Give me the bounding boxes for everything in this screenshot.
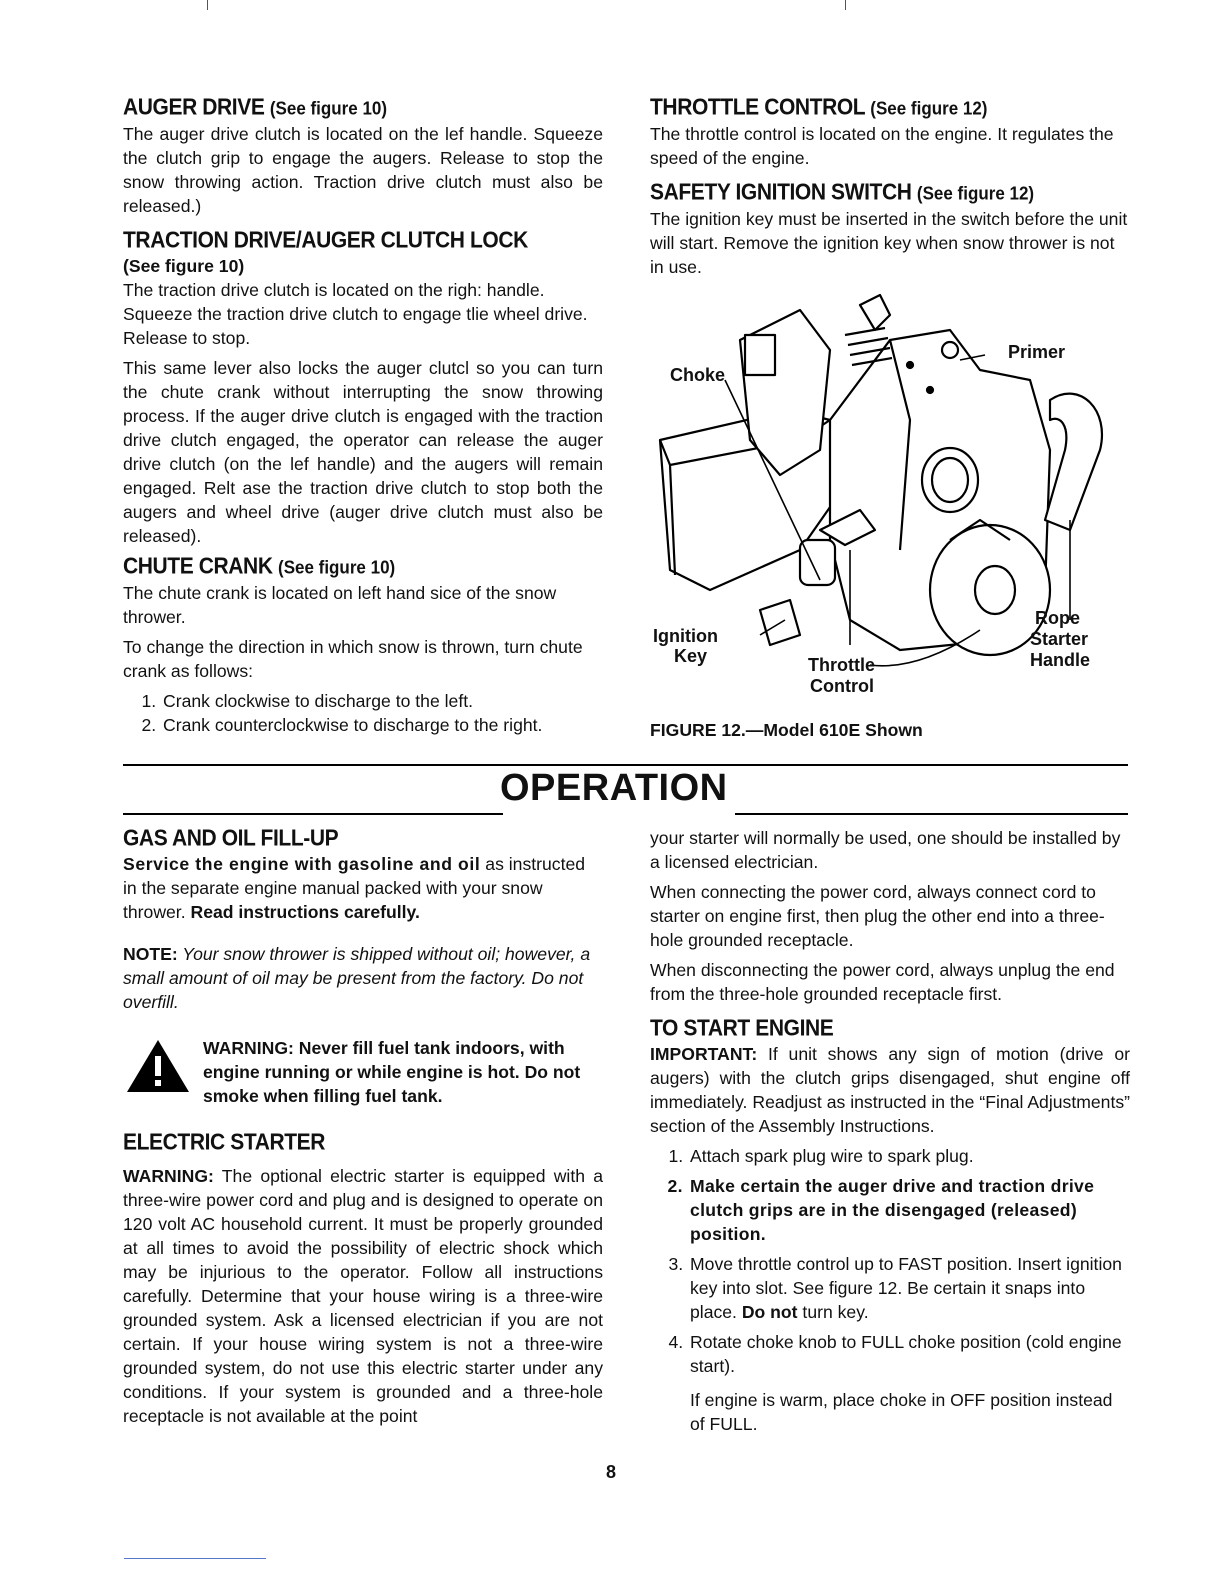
warn-text: The optional electric starter is equipped with a three-wire power cord and plug and is designed to operate on 120 volt AC household current. It must be properly grounded at all times to avoid the possibility of electric shock which may be injurious to the operator. Follow all instructions carefully. Determine that your house wiring is a three-wire grounded system. Ask a licensed electrician if you are not certain. If your house wiring system is not a three-wire grounded system, do not use this electric starter under any conditions. If your system is grounded and a three-hole receptacle is not available at the point xyxy=(123,1166,603,1426)
traction-lock-body1: The traction drive clutch is located on the righ: handle. Squeeze the traction drive clutch to engage tlie wheel drive. Release to stop. xyxy=(123,280,588,348)
warning-text: WARNING: Never fill fuel tank indoors, with engine running or while engine is hot. Do not smoke when filling fuel tank. xyxy=(203,1038,581,1106)
gas-oil-note xyxy=(123,942,603,1014)
traction-lock-ref: (See figure 10) xyxy=(123,256,245,276)
scan-mark xyxy=(207,0,208,10)
chute-crank-body2: To change the direction in which snow is thrown, turn chute crank as follows: xyxy=(123,637,583,681)
scan-mark xyxy=(845,0,846,10)
fuel-warning xyxy=(123,1036,603,1108)
throttle-control-heading xyxy=(650,94,1130,123)
auger-drive-body: The auger drive clutch is located on the lef handle. Squeeze the clutch grip to engage the augers. Release to stop the snow throwing action. Traction drive clutch must also be released.) xyxy=(123,124,603,216)
handle-label: Handle xyxy=(1030,650,1091,670)
warn-label: WARNING: xyxy=(123,1166,214,1186)
page-number: 8 xyxy=(606,1462,617,1482)
important-text xyxy=(650,1042,1130,1138)
control-label: Control xyxy=(810,676,874,696)
electric-starter-heading: ELECTRIC STARTER xyxy=(123,1130,326,1155)
step-bold: Do not xyxy=(741,1302,798,1322)
figure-12-engine-illustration xyxy=(650,290,1120,710)
start-steps xyxy=(650,1144,1130,1436)
disconnecting-text: When disconnecting the power cord, always unplug the end from the three-hole grounded receptacle first. xyxy=(650,960,1115,1004)
note-text: Your snow thrower is shipped without oil; however, a small amount of oil may be present from the factory. Do not overfill. xyxy=(123,944,591,1012)
chute-crank-heading xyxy=(123,553,603,582)
important-body: If unit shows any sign of motion (drive or augers) with the clutch grips disengaged, shut engine off immediately. Readjust as instructed in the “Final Adjustments” section of the Assembly Instructions. xyxy=(650,1044,1130,1136)
figure-ref: (See figure 10) xyxy=(269,98,388,119)
primer-label: Primer xyxy=(1008,342,1066,362)
figure-ref: (See figure 12) xyxy=(916,183,1035,204)
heading-text: AUGER DRIVE xyxy=(123,95,265,120)
lead-text: as instructed in the separate engine manual packed with your snow thrower. xyxy=(123,854,586,922)
start-engine-heading: TO START ENGINE xyxy=(650,1016,834,1041)
ignition-label: Ignition xyxy=(653,626,718,646)
rope-label: Rope xyxy=(1035,608,1080,628)
list-item: 2. Crank counterclockwise to discharge to the right. xyxy=(161,713,603,737)
electric-starter-body xyxy=(123,1164,603,1428)
chute-crank-body1: The chute crank is located on left hand sice of the snow thrower. xyxy=(123,583,557,627)
figure-ref: (See figure 12) xyxy=(870,98,988,119)
figure-caption: FIGURE 12.—Model 610E Shown xyxy=(650,720,923,740)
figure-ref: (See figure 10) xyxy=(278,557,396,578)
throttle-control-body: The throttle control is located on the engine. It regulates the speed of the engine. xyxy=(650,124,1114,168)
lead-bold: Service the engine with gasoline and oil xyxy=(123,854,481,874)
traction-lock-body2: This same lever also locks the auger clutcl so you can turn the chute crank without interrupting the snow throwing process. If the auger drive clutch is engaged with the traction drive clutch engaged, the operator can release the auger drive clutch (on the lef handle) and the augers will remain engaged. Relt ase the traction drive clutch to stop both the augers and wheel drive (auger drive clutch must also be released). xyxy=(123,358,603,546)
safety-ignition-heading xyxy=(650,179,1130,208)
list-item: 2. Make certain the auger drive and traction drive clutch grips are in the disengaged (released) position. xyxy=(688,1174,1130,1246)
heading-text: SAFETY IGNITION SWITCH xyxy=(650,180,912,205)
step-text: turn key. xyxy=(797,1302,869,1322)
auger-drive-heading xyxy=(123,94,603,123)
list-item: 1. Crank clockwise to discharge to the left. xyxy=(161,689,603,713)
bottom-right-column xyxy=(650,826,1130,1436)
choke-label: Choke xyxy=(670,365,726,385)
list-item xyxy=(688,1252,1130,1324)
bottom-left-column xyxy=(123,826,603,1428)
top-left-column xyxy=(123,95,603,737)
starter-continued: your starter will normally be used, one should be installed by a licensed electrician. xyxy=(650,828,1121,872)
section-rule-left xyxy=(123,813,503,815)
heading-text: CHUTE CRANK xyxy=(123,554,273,579)
gas-oil-heading: GAS AND OIL FILL-UP xyxy=(123,826,339,851)
important-label: IMPORTANT: xyxy=(650,1044,758,1064)
gas-oil-body xyxy=(123,852,603,924)
step-text: Rotate choke knob to FULL choke position (cold engine start). xyxy=(690,1332,1122,1376)
heading-text: THROTTLE CONTROL xyxy=(650,95,865,120)
step-note: If engine is warm, place choke in OFF position instead of FULL. xyxy=(690,1390,1113,1434)
traction-lock-heading: TRACTION DRIVE/AUGER CLUTCH LOCK xyxy=(123,228,528,253)
section-title: OPERATION xyxy=(500,767,728,809)
section-rule-right xyxy=(735,813,1128,815)
warning-icon xyxy=(123,1036,203,1108)
list-item: 1. Attach spark plug wire to spark plug. xyxy=(688,1144,1130,1168)
top-right-column xyxy=(650,95,1130,279)
throttle-label: Throttle xyxy=(808,655,875,675)
list-item xyxy=(688,1330,1130,1436)
safety-ignition-body: The ignition key must be inserted in the switch before the unit will start. Remove the ignition key when snow thrower is not in use. xyxy=(650,209,1128,277)
connecting-text: When connecting the power cord, always connect cord to starter on engine first, then plug the other end into a three-hole grounded receptacle. xyxy=(650,882,1105,950)
starter-label: Starter xyxy=(1030,629,1089,649)
key-label: Key xyxy=(674,646,708,666)
note-label: NOTE: xyxy=(123,944,178,964)
footer-line xyxy=(124,1558,266,1559)
chute-crank-steps xyxy=(123,689,603,737)
step-text: Move throttle control up to FAST position. Insert ignition key into slot. See figure 12. Be certain it snaps into place. xyxy=(690,1254,1122,1322)
lead-bold-2: Read instructions carefully. xyxy=(190,902,420,922)
